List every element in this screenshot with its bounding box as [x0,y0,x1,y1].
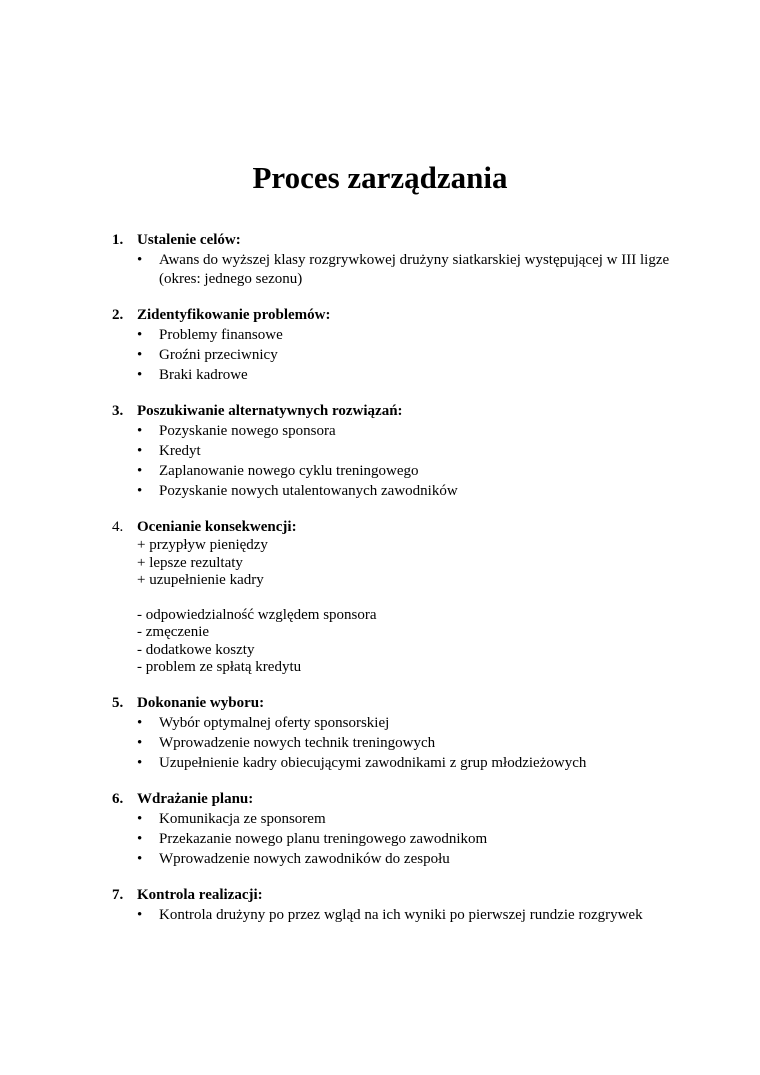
bullet-icon: • [137,734,143,751]
bullet-icon: • [137,423,143,439]
list-item-text: Groźni przeciwnicy [159,347,278,363]
bullet-list [110,326,670,385]
bullet-icon: • [137,830,143,847]
section-number: 7. [112,886,124,903]
section-heading [110,306,670,325]
section-control [110,886,670,925]
bullet-icon: • [137,463,143,479]
section-choice [110,694,670,773]
list-item [110,906,670,925]
list-item-text: Wybór optymalnej oferty sponsorskiej [159,714,390,731]
con-item: - zmęczenie [137,624,210,640]
bullet-icon: • [137,850,143,867]
section-implementation [110,790,670,869]
section-heading [110,402,670,421]
section-number: 6. [112,790,124,807]
section-title: Wdrażanie planu: [137,790,254,807]
bullet-list [110,251,670,289]
list-item [110,366,670,385]
list-item-text: Kredyt [159,443,201,459]
list-item [110,422,670,441]
bullet-icon: • [137,252,143,268]
list-item [110,754,670,773]
pro-item: + przypływ pieniędzy [137,537,268,553]
section-number: 4. [112,519,124,535]
list-item-text: Wprowadzenie nowych zawodników do zespołu [159,850,450,867]
list-item [110,850,670,869]
section-goals [110,231,670,289]
list-item [110,442,670,461]
list-item-text: Pozyskanie nowego sponsora [159,423,336,439]
cons-list [110,607,670,677]
list-item-text: Awans do wyższej klasy rozgrywkowej drużyny siatkarskiej występującej w III ligze (okres: jednego sezonu) [159,252,670,287]
section-title: Ocenianie konsekwencji: [137,519,297,535]
list-item-text: Uzupełnienie kadry obiecującymi zawodnikami z grup młodzieżowych [159,754,587,771]
section-number: 3. [112,403,124,419]
bullet-icon: • [137,754,143,771]
list-item [110,830,670,849]
section-number: 1. [112,232,124,248]
section-heading [110,790,670,809]
list-item [110,462,670,481]
list-item-text: Braki kadrowe [159,367,248,383]
con-item: - odpowiedzialność względem sponsora [137,606,377,623]
document-body [110,231,670,942]
bullet-icon: • [137,347,143,363]
list-item-text: Wprowadzenie nowych technik treningowych [159,734,436,751]
spacer [110,590,670,607]
list-item [110,482,670,501]
bullet-icon: • [137,483,143,499]
list-item [110,810,670,829]
list-item [110,326,670,345]
section-number: 2. [112,307,124,323]
section-heading [110,694,670,713]
list-item-text: Przekazanie nowego planu treningowego zawodnikom [159,830,488,847]
section-alternatives [110,402,670,501]
pro-item: + uzupełnienie kadry [137,572,264,588]
bullet-icon: • [137,367,143,383]
bullet-list [110,422,670,501]
section-title: Zidentyfikowanie problemów: [137,307,331,323]
list-item [110,734,670,753]
bullet-icon: • [137,810,143,827]
section-heading [110,886,670,905]
list-item [110,714,670,733]
list-item-text: Zaplanowanie nowego cyklu treningowego [159,463,419,479]
section-number: 5. [112,694,124,711]
section-title: Dokonanie wyboru: [137,694,265,711]
section-consequences [110,518,670,677]
list-item-text: Pozyskanie nowych utalentowanych zawodników [159,483,458,499]
list-item [110,346,670,365]
bullet-icon: • [137,714,143,731]
pros-list [110,537,670,590]
page-title: Proces zarządzania [252,160,508,195]
bullet-icon: • [137,906,143,923]
section-heading [110,231,670,250]
bullet-list [110,714,670,773]
section-problems [110,306,670,385]
list-item-text: Problemy finansowe [159,327,283,343]
list-item-text: Komunikacja ze sponsorem [159,810,326,827]
section-title: Ustalenie celów: [137,232,241,248]
bullet-icon: • [137,443,143,459]
con-item: - dodatkowe koszty [137,641,255,658]
section-title: Poszukiwanie alternatywnych rozwiązań: [137,403,403,419]
list-item [110,251,670,289]
bullet-icon: • [137,327,143,343]
section-heading [110,518,670,537]
pro-item: + lepsze rezultaty [137,554,243,571]
bullet-list [110,906,670,925]
con-item: - problem ze spłatą kredytu [137,659,302,675]
list-item-text: Kontrola drużyny po przez wgląd na ich wyniki po pierwszej rundzie rozgrywek [159,906,643,923]
section-title: Kontrola realizacji: [137,886,263,903]
bullet-list [110,810,670,869]
